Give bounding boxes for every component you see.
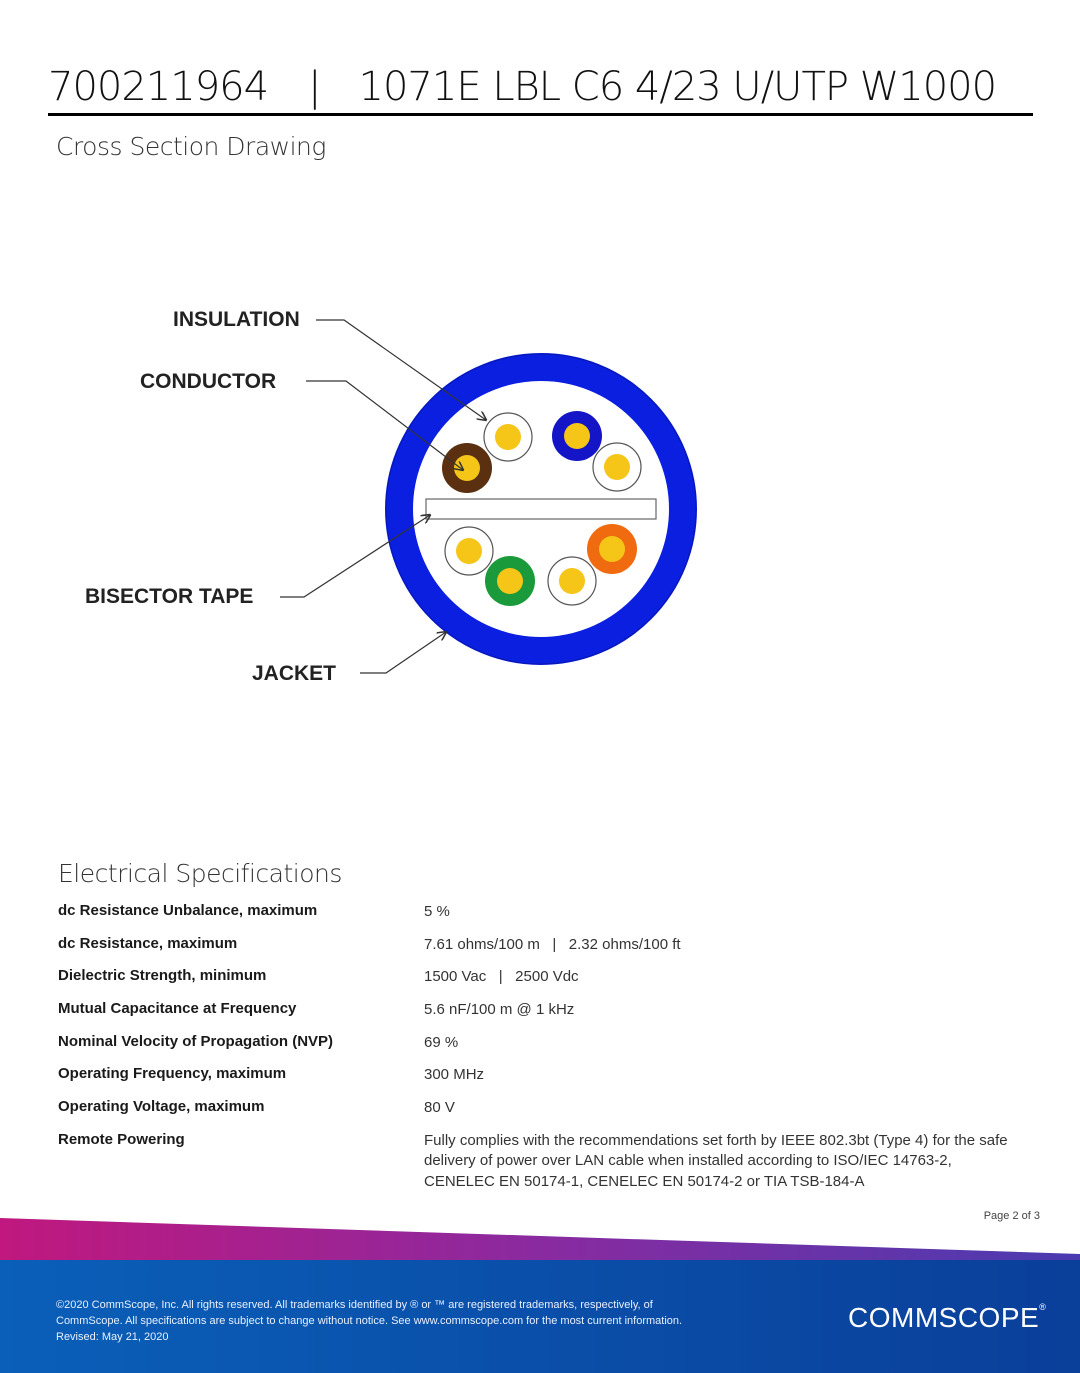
conductor-white-4 (548, 557, 596, 605)
spec-value: 1500 Vac | 2500 Vdc (424, 968, 579, 986)
spec-row (58, 1098, 1018, 1131)
footer-legal-text: ©2020 CommScope, Inc. All rights reserved. All trademarks identified by ® or ™ are registered trademarks, respectively, of CommScope. All specifications are subject to change without notice. See www.commscope.com for the most current information. Revised: May 21, 2020 (56, 1299, 683, 1343)
bisector-tape (426, 499, 656, 519)
part-number: 700211964 (48, 64, 269, 110)
spec-value: 5 % (424, 903, 450, 920)
conductor-orange (587, 524, 637, 574)
callout-bisector-tape: BISECTOR TAPE (85, 585, 254, 608)
spec-label: dc Resistance, maximum (58, 934, 238, 952)
callout-insulation: INSULATION (173, 308, 300, 331)
conductor-brown (442, 443, 492, 493)
spec-row (58, 902, 1018, 935)
logo-text: COMMSCOPE (848, 1302, 1040, 1333)
spec-value: 80 V (424, 1099, 455, 1117)
spec-value: 5.6 nF/100 m @ 1 kHz (424, 1001, 575, 1019)
spec-value: 69 % (424, 1033, 459, 1051)
spec-label: Operating Voltage, maximum (58, 1098, 265, 1116)
leader-jacket (360, 632, 446, 673)
conductor-blue (552, 411, 602, 461)
spec-value: Fully complies with the recommendations set forth by IEEE 802.3bt (Type 4) for the safe delivery of power over LAN cable when installed according to ISO/IEC 14763-2, CENELEC EN 50174-1, CENELEC EN 50174-2 or TIA TSB-184-A (424, 1131, 1008, 1190)
conductor-white-2 (593, 443, 641, 491)
spec-label: dc Resistance Unbalance, maximum (58, 902, 318, 919)
conductor-green (485, 556, 535, 606)
title-separator: | (308, 64, 321, 110)
spec-label: Dielectric Strength, minimum (58, 967, 267, 985)
cross-section-drawing (0, 290, 1080, 710)
conductor-white-1 (484, 413, 532, 461)
spec-label: Nominal Velocity of Propagation (NVP) (58, 1032, 334, 1050)
spec-row (58, 1065, 1018, 1098)
electrical-specs-title: Electrical Specifications (58, 859, 342, 888)
page-title (48, 64, 996, 110)
callout-conductor: CONDUCTOR (140, 370, 277, 393)
spec-row (58, 935, 1018, 968)
callout-jacket: JACKET (252, 662, 337, 685)
spec-value: 7.61 ohms/100 m | 2.32 ohms/100 ft (424, 935, 681, 953)
logo-registered-mark: ® (1039, 1302, 1047, 1312)
spec-row (58, 1033, 1018, 1066)
page-header (48, 60, 1033, 116)
electrical-specs-table (58, 902, 1018, 1201)
commscope-logo (848, 1302, 1046, 1334)
spec-row (58, 1131, 1018, 1201)
footer-band (0, 1218, 1080, 1373)
spec-row (58, 1000, 1018, 1033)
page-number: Page 2 of 3 (983, 1210, 1040, 1222)
spec-label: Mutual Capacitance at Frequency (58, 1000, 297, 1018)
cross-section-title: Cross Section Drawing (56, 132, 326, 161)
spec-row (58, 967, 1018, 1000)
spec-value: 300 MHz (424, 1066, 485, 1084)
conductor-white-3 (445, 527, 493, 575)
spec-label: Remote Powering (58, 1130, 185, 1148)
product-name: 1071E LBL C6 4/23 U/UTP W1000 (358, 64, 997, 110)
spec-label: Operating Frequency, maximum (58, 1065, 287, 1083)
